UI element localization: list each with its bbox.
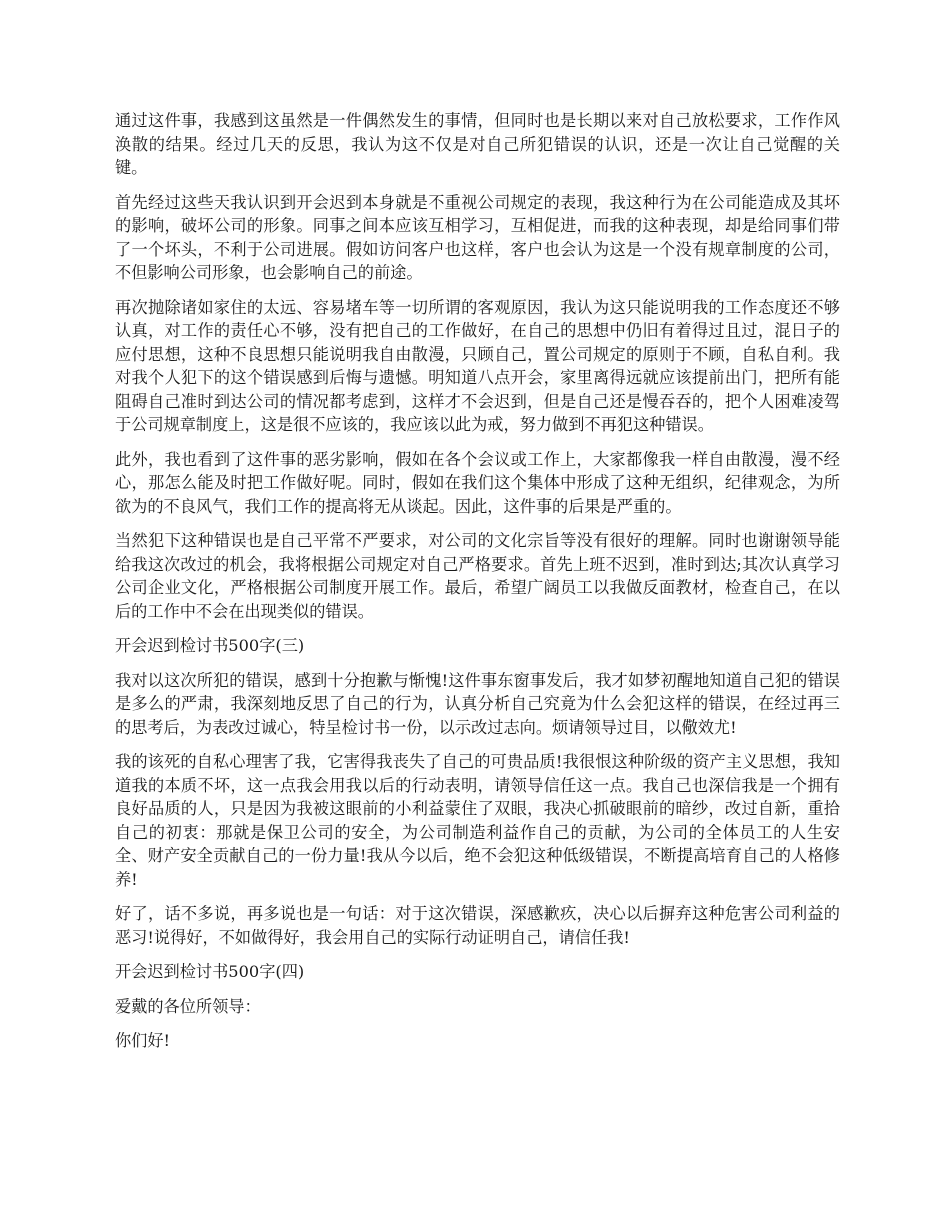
section-heading: 开会迟到检讨书500字(四) [115, 962, 305, 981]
salutation: 爱戴的各位所领导： [115, 996, 261, 1016]
paragraph: 当然犯下这种错误也是自己平常不严要求，对公司的文化宗旨等没有很好的理解。同时也谢谢领导能给我这次改过的机会，我将根据公司规定对自己严格要求。首先上班不迟到，准时到达;其次认真学习公司企业文化，严格根据公司制度开展工作。最后，希望广阔员工以我做反面教材，检查自己，在以后的工作中不会在出现类似的错误。 [115, 531, 840, 621]
document-body [115, 109, 840, 1064]
section-heading: 开会迟到检讨书500字(三) [115, 636, 305, 655]
paragraph: 通过这件事，我感到这虽然是一件偶然发生的事情，但同时也是长期以来对自己放松要求，工作作风涣散的结果。经过几天的反思，我认为这不仅是对自己所犯错误的认识，还是一次让自己觉醒的关键。 [115, 111, 840, 177]
paragraph: 我的该死的自私心理害了我，它害得我丧失了自己的可贵品质!我很恨这种阶级的资产主义思想，我知道我的本质不坏，这一点我会用我以后的行动表明，请领导信任这一点。我自己也深信我是一个拥有良好品质的人，只是因为我被这眼前的小利益蒙住了双眼，我决心抓破眼前的暗纱，改过自新，重拾自己的初衷：那就是保卫公司的安全，为公司制造利益作自己的贡献，为公司的全体员工的人生安全、财产安全贡献自己的一份力量!我从今以后，绝不会犯这种低级错误，不断提高培育自己的人格修养! [115, 752, 840, 889]
paragraph: 好了，话不多说，再多说也是一句话：对于这次错误，深感歉疚，决心以后摒弃这种危害公司利益的恶习!说得好，不如做得好，我会用自己的实际行动证明自己，请信任我! [115, 904, 840, 947]
paragraph: 此外，我也看到了这件事的恶劣影响，假如在各个会议或工作上，大家都像我一样自由散漫，漫不经心，那怎么能及时把工作做好呢。同时，假如在我们这个集体中形成了这种无组织，纪律观念，为所欲为的不良风气，我们工作的提高将无从谈起。因此，这件事的后果是严重的。 [115, 449, 840, 516]
paragraph: 首先经过这些天我认识到开会迟到本身就是不重视公司规定的表现，我这种行为在公司能造成及其坏的影响，破坏公司的形象。同事之间本应该互相学习，互相促进，而我的这种表现，却是给同事们带了一个坏头，不利于公司进展。假如访问客户也这样，客户也会认为这是一个没有规章制度的公司，不但影响公司形象，也会影响自己的前途。 [115, 192, 840, 282]
paragraph: 再次抛除诸如家住的太远、容易堵车等一切所谓的客观原因，我认为这只能说明我的工作态度还不够认真，对工作的责任心不够，没有把自己的工作做好，在自己的思想中仍旧有着得过且过，混日子的应付思想，这种不良思想只能说明我自由散漫，只顾自己，置公司规定的原则于不顾，自私自利。我对我个人犯下的这个错误感到后悔与遗憾。明知道八点开会，家里离得远就应该提前出门，把所有能阻碍自己准时到达公司的情况都考虑到，这样才不会迟到，但是自己还是慢吞吞的，把个人困难凌驾于公司规章制度上，这是很不应该的，我应该以此为戒，努力做到不再犯这种错误。 [115, 297, 840, 434]
paragraph: 我对以这次所犯的错误，感到十分抱歉与惭愧!这件事东窗事发后，我才如梦初醒地知道自己犯的错误是多么的严肃，我深刻地反思了自己的行为，认真分析自己究竟为什么会犯这样的错误，在经过再三的思考后，为表改过诚心，特呈检讨书一份，以示改过志向。烦请领导过目，以儆效尤! [115, 670, 840, 737]
greeting: 你们好! [115, 1031, 171, 1050]
